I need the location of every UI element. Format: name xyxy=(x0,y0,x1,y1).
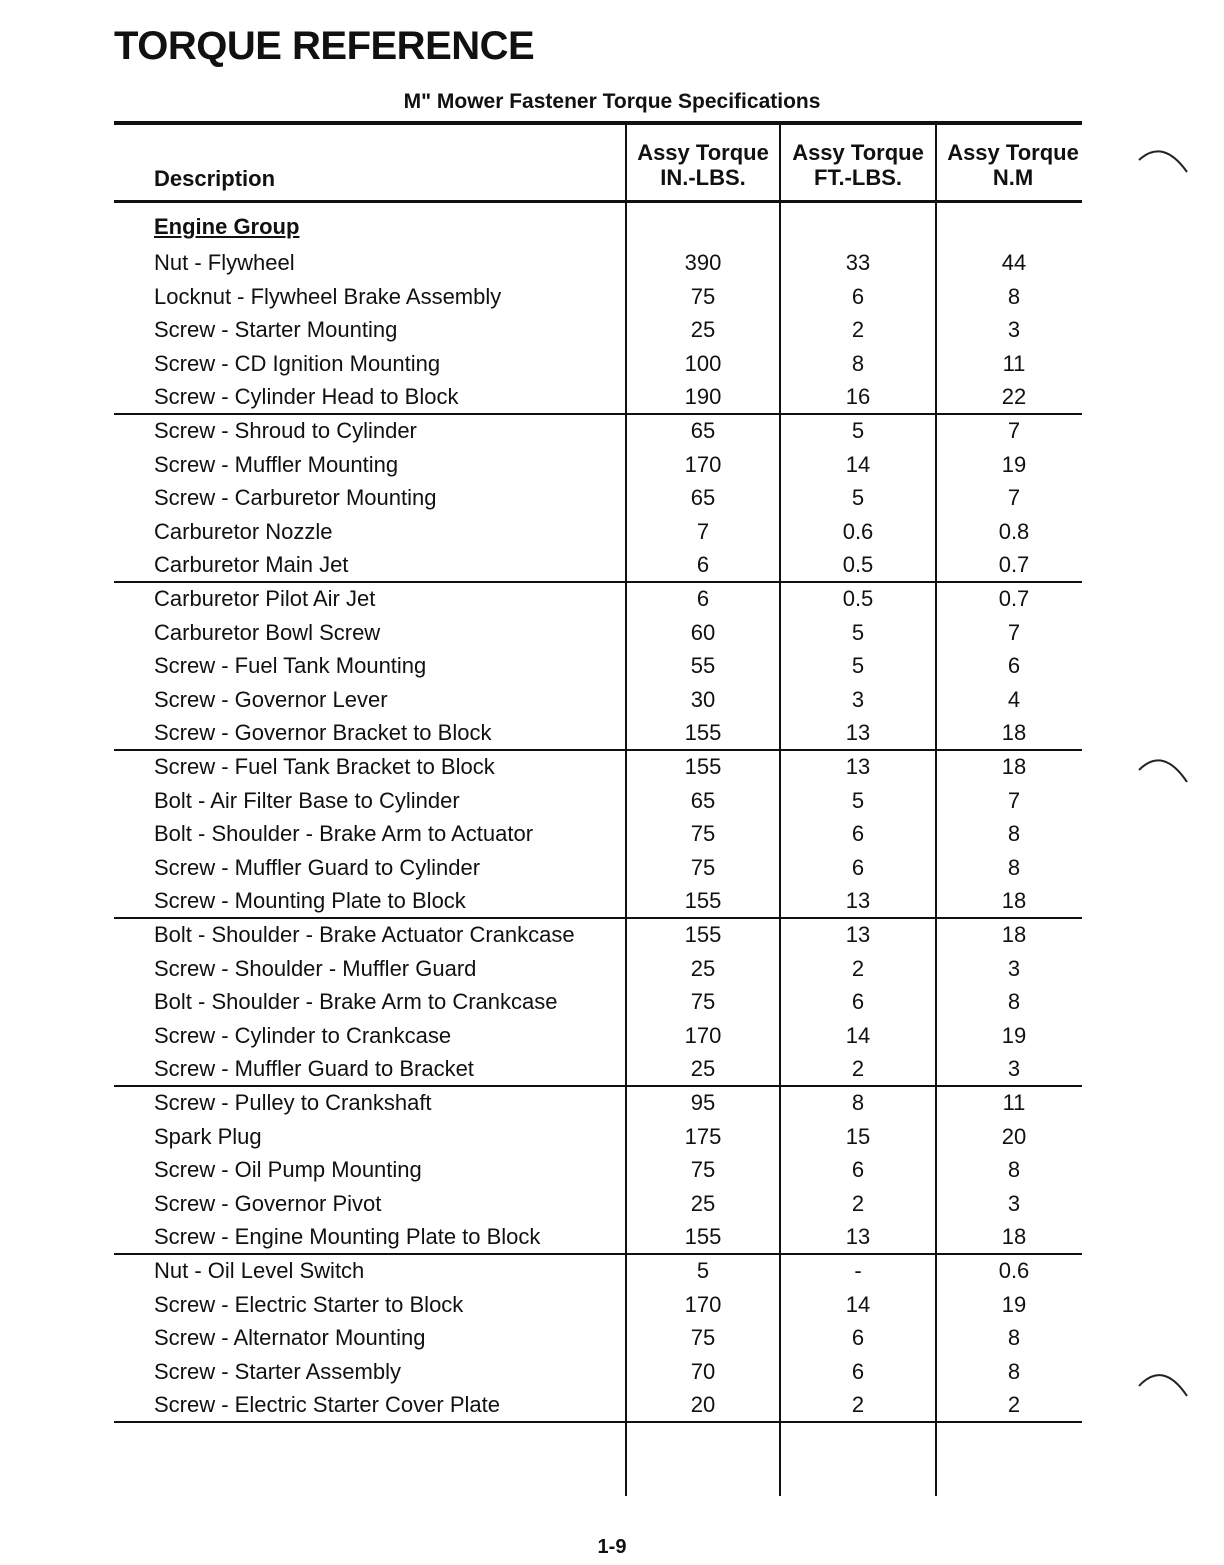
row-ft-lbs-value: 0.5 xyxy=(842,552,874,578)
row-in-lbs-value: 170 xyxy=(684,1291,722,1317)
row-description: Carburetor Pilot Air Jet xyxy=(154,586,376,611)
row-ft-lbs-value: 14 xyxy=(845,1022,871,1048)
margin-arc-mark xyxy=(1135,748,1191,792)
row-in-lbs-value: 6 xyxy=(696,552,710,578)
row-ft-lbs-value: 15 xyxy=(845,1123,871,1149)
row-in-lbs-value: 95 xyxy=(690,1090,716,1115)
header-description: Description xyxy=(154,166,276,191)
row-ft-lbs-value: 5 xyxy=(851,418,865,443)
row-in-lbs-value: 65 xyxy=(690,485,716,511)
row-in-lbs-value: 190 xyxy=(684,384,722,410)
row-ft-lbs-value: 6 xyxy=(851,821,865,847)
row-description: Screw - Electric Starter to Block xyxy=(154,1291,464,1317)
row-ft-lbs-value: 6 xyxy=(851,1157,865,1183)
table-row xyxy=(114,884,1082,917)
row-ft-lbs-value: 5 xyxy=(851,619,865,645)
row-in-lbs-value: 390 xyxy=(684,250,722,275)
row-description: Bolt - Shoulder - Brake Arm to Crankcase xyxy=(154,989,558,1015)
table-row xyxy=(114,1187,1082,1220)
row-description: Screw - Fuel Tank Mounting xyxy=(154,653,427,679)
row-description: Screw - Pulley to Crankshaft xyxy=(154,1090,432,1115)
row-in-lbs-value: 155 xyxy=(684,754,722,779)
row-in-lbs-value: 70 xyxy=(690,1358,716,1384)
row-in-lbs-value: 75 xyxy=(690,283,716,309)
margin-arc-mark xyxy=(1135,1362,1191,1406)
row-description: Screw - Muffler Mounting xyxy=(154,451,399,477)
header-in-lbs-line1: Assy Torque xyxy=(637,140,769,165)
row-in-lbs-value: 170 xyxy=(684,451,722,477)
table-row xyxy=(114,414,1082,447)
row-in-lbs-value: 30 xyxy=(690,686,716,712)
header-nm-line2: N.M xyxy=(992,165,1034,190)
row-ft-lbs-value: 6 xyxy=(851,989,865,1015)
row-ft-lbs-value: 8 xyxy=(851,1090,865,1115)
row-ft-lbs-value: 13 xyxy=(845,888,871,914)
row-nm-value: 18 xyxy=(1001,1224,1027,1250)
row-in-lbs-value: 75 xyxy=(690,821,716,847)
row-description: Screw - Muffler Guard to Cylinder xyxy=(154,854,481,880)
row-ft-lbs-value: 33 xyxy=(845,250,871,275)
table-row xyxy=(114,481,1082,514)
table-row xyxy=(114,246,1082,279)
row-in-lbs-value: 155 xyxy=(684,922,722,947)
row-description: Spark Plug xyxy=(154,1123,262,1149)
table-row xyxy=(114,347,1082,380)
row-nm-value: 18 xyxy=(1001,922,1027,947)
table-row xyxy=(114,750,1082,783)
row-nm-value: 19 xyxy=(1001,451,1027,477)
row-nm-value: 20 xyxy=(1001,1123,1027,1149)
table-row xyxy=(114,851,1082,884)
table-row xyxy=(114,784,1082,817)
row-ft-lbs-value: 8 xyxy=(851,350,865,376)
row-in-lbs-value: 5 xyxy=(696,1258,710,1283)
row-ft-lbs-value: 2 xyxy=(851,317,865,343)
row-description: Carburetor Bowl Screw xyxy=(154,619,381,645)
row-description: Screw - Mounting Plate to Block xyxy=(154,888,466,914)
row-ft-lbs-value: 5 xyxy=(851,485,865,511)
table-row xyxy=(114,1355,1082,1388)
row-ft-lbs-value: 2 xyxy=(851,1190,865,1216)
table-row xyxy=(114,280,1082,313)
table-row xyxy=(114,1254,1082,1287)
row-nm-value: 8 xyxy=(1007,989,1021,1015)
row-description: Screw - Governor Lever xyxy=(154,686,388,712)
row-in-lbs-value: 100 xyxy=(684,350,722,376)
table-row xyxy=(114,1086,1082,1119)
table-row xyxy=(114,952,1082,985)
row-ft-lbs-value: 14 xyxy=(845,1291,871,1317)
row-description: Screw - Shoulder - Muffler Guard xyxy=(154,955,477,981)
row-nm-value: 18 xyxy=(1001,720,1027,746)
row-description: Bolt - Shoulder - Brake Arm to Actuator xyxy=(154,821,534,847)
row-description: Bolt - Air Filter Base to Cylinder xyxy=(154,787,460,813)
row-description: Screw - Engine Mounting Plate to Block xyxy=(154,1224,541,1250)
row-in-lbs-value: 75 xyxy=(690,1325,716,1351)
row-nm-value: 3 xyxy=(1007,1056,1021,1082)
row-in-lbs-value: 55 xyxy=(690,653,716,679)
row-nm-value: 7 xyxy=(1007,787,1021,813)
table-row xyxy=(114,1288,1082,1321)
table-row xyxy=(114,1388,1082,1421)
row-nm-value: 11 xyxy=(1002,1090,1026,1115)
row-nm-value: 3 xyxy=(1007,317,1021,343)
row-ft-lbs-value: 6 xyxy=(851,854,865,880)
row-description: Screw - Cylinder to Crankcase xyxy=(154,1022,452,1048)
row-description: Locknut - Flywheel Brake Assembly xyxy=(154,283,502,309)
table-row xyxy=(114,448,1082,481)
row-nm-value: 11 xyxy=(1002,350,1026,376)
table-row xyxy=(114,716,1082,749)
row-nm-value: 7 xyxy=(1007,619,1021,645)
page-title: TORQUE REFERENCE xyxy=(114,24,535,68)
row-ft-lbs-value: 2 xyxy=(851,955,865,981)
row-ft-lbs-value: 13 xyxy=(845,1224,871,1250)
row-in-lbs-value: 175 xyxy=(684,1123,722,1149)
row-in-lbs-value: 170 xyxy=(684,1022,722,1048)
table-row xyxy=(114,918,1082,951)
row-nm-value: 7 xyxy=(1007,418,1021,443)
table-row xyxy=(114,1153,1082,1186)
row-ft-lbs-value: 2 xyxy=(851,1392,865,1418)
row-nm-value: 8 xyxy=(1007,1157,1021,1183)
page-number: 1-9 xyxy=(597,1536,627,1558)
table-row xyxy=(114,313,1082,346)
row-ft-lbs-value: 0.5 xyxy=(842,586,874,611)
row-nm-value: 8 xyxy=(1007,854,1021,880)
row-description: Screw - Electric Starter Cover Plate xyxy=(154,1392,500,1418)
row-ft-lbs-value: 3 xyxy=(851,686,865,712)
row-description: Screw - Starter Assembly xyxy=(154,1358,401,1384)
row-in-lbs-value: 65 xyxy=(690,418,716,443)
row-in-lbs-value: 75 xyxy=(690,854,716,880)
row-ft-lbs-value: 13 xyxy=(845,754,871,779)
table-row xyxy=(114,1120,1082,1153)
row-in-lbs-value: 25 xyxy=(690,1190,716,1216)
row-description: Bolt - Shoulder - Brake Actuator Crankcase xyxy=(154,922,575,947)
row-in-lbs-value: 65 xyxy=(690,787,716,813)
row-group-separator xyxy=(114,1421,1082,1423)
row-in-lbs-value: 75 xyxy=(690,989,716,1015)
row-description: Screw - Muffler Guard to Bracket xyxy=(154,1056,474,1082)
row-nm-value: 19 xyxy=(1001,1291,1027,1317)
row-in-lbs-value: 155 xyxy=(684,1224,722,1250)
table-row xyxy=(114,380,1082,413)
row-in-lbs-value: 155 xyxy=(684,888,722,914)
row-nm-value: 7 xyxy=(1007,485,1021,511)
table-row xyxy=(114,649,1082,682)
table-row xyxy=(114,1220,1082,1253)
table-row xyxy=(114,985,1082,1018)
header-in-lbs xyxy=(626,140,780,190)
row-description: Screw - Starter Mounting xyxy=(154,317,398,343)
row-description: Nut - Flywheel xyxy=(154,250,295,275)
header-ft-lbs-line1: Assy Torque xyxy=(792,140,924,165)
header-in-lbs-line2: IN.-LBS. xyxy=(660,165,746,190)
header-nm-line1: Assy Torque xyxy=(947,140,1079,165)
row-description: Screw - Governor Pivot xyxy=(154,1190,382,1216)
table-row xyxy=(114,1321,1082,1354)
row-description: Screw - Alternator Mounting xyxy=(154,1325,426,1351)
row-description: Screw - Governor Bracket to Block xyxy=(154,720,492,746)
table-row xyxy=(114,1019,1082,1052)
row-in-lbs-value: 25 xyxy=(690,1056,716,1082)
row-nm-value: 8 xyxy=(1007,1358,1021,1384)
row-description: Screw - Shroud to Cylinder xyxy=(154,418,417,443)
group-title: Engine Group xyxy=(154,214,300,239)
row-ft-lbs-value: 5 xyxy=(851,787,865,813)
row-nm-value: 22 xyxy=(1001,384,1027,410)
table-row xyxy=(114,683,1082,716)
header-ft-lbs-line2: FT.-LBS. xyxy=(814,165,902,190)
row-in-lbs-value: 6 xyxy=(696,586,710,611)
row-nm-value: 0.6 xyxy=(998,1258,1030,1283)
table-row xyxy=(114,1052,1082,1085)
row-nm-value: 8 xyxy=(1007,283,1021,309)
row-in-lbs-value: 25 xyxy=(690,955,716,981)
row-ft-lbs-value: 14 xyxy=(845,451,871,477)
table-row xyxy=(114,616,1082,649)
row-description: Screw - CD Ignition Mounting xyxy=(154,350,441,376)
margin-arc-mark xyxy=(1135,142,1191,186)
row-nm-value: 0.8 xyxy=(998,518,1030,544)
table-row xyxy=(114,817,1082,850)
row-description: Screw - Oil Pump Mounting xyxy=(154,1157,422,1183)
row-in-lbs-value: 7 xyxy=(696,518,710,544)
row-description: Carburetor Nozzle xyxy=(154,518,333,544)
row-in-lbs-value: 25 xyxy=(690,317,716,343)
row-description: Screw - Cylinder Head to Block xyxy=(154,384,459,410)
row-ft-lbs-value: 6 xyxy=(851,283,865,309)
row-description: Screw - Fuel Tank Bracket to Block xyxy=(154,754,495,779)
row-ft-lbs-value: 13 xyxy=(845,922,871,947)
row-nm-value: 8 xyxy=(1007,821,1021,847)
row-ft-lbs-value: 6 xyxy=(851,1325,865,1351)
row-in-lbs-value: 75 xyxy=(690,1157,716,1183)
row-nm-value: 8 xyxy=(1007,1325,1021,1351)
row-nm-value: 3 xyxy=(1007,955,1021,981)
row-ft-lbs-value: 5 xyxy=(851,653,865,679)
row-ft-lbs-value: 0.6 xyxy=(842,518,874,544)
row-nm-value: 0.7 xyxy=(998,586,1030,611)
row-ft-lbs-value: 16 xyxy=(845,384,871,410)
row-ft-lbs-value: 2 xyxy=(851,1056,865,1082)
row-nm-value: 4 xyxy=(1007,686,1021,712)
row-nm-value: 18 xyxy=(1001,754,1027,779)
row-nm-value: 2 xyxy=(1007,1392,1021,1418)
row-in-lbs-value: 60 xyxy=(690,619,716,645)
row-nm-value: 19 xyxy=(1001,1022,1027,1048)
table-row xyxy=(114,515,1082,548)
table-caption: M" Mower Fastener Torque Specifications xyxy=(403,90,821,113)
row-nm-value: 6 xyxy=(1007,653,1021,679)
row-nm-value: 44 xyxy=(1001,250,1027,275)
row-nm-value: 0.7 xyxy=(998,552,1030,578)
row-description: Carburetor Main Jet xyxy=(154,552,349,578)
row-nm-value: 3 xyxy=(1007,1190,1021,1216)
header-nm xyxy=(936,140,1090,190)
row-nm-value: 18 xyxy=(1001,888,1027,914)
row-ft-lbs-value: 6 xyxy=(851,1358,865,1384)
header-ft-lbs xyxy=(781,140,935,190)
row-description: Nut - Oil Level Switch xyxy=(154,1258,365,1283)
table-row xyxy=(114,548,1082,581)
row-description: Screw - Carburetor Mounting xyxy=(154,485,437,511)
row-ft-lbs-value: 13 xyxy=(845,720,871,746)
table-row xyxy=(114,582,1082,615)
row-in-lbs-value: 20 xyxy=(690,1392,716,1418)
row-ft-lbs-value: - xyxy=(854,1258,862,1283)
row-in-lbs-value: 155 xyxy=(684,720,722,746)
